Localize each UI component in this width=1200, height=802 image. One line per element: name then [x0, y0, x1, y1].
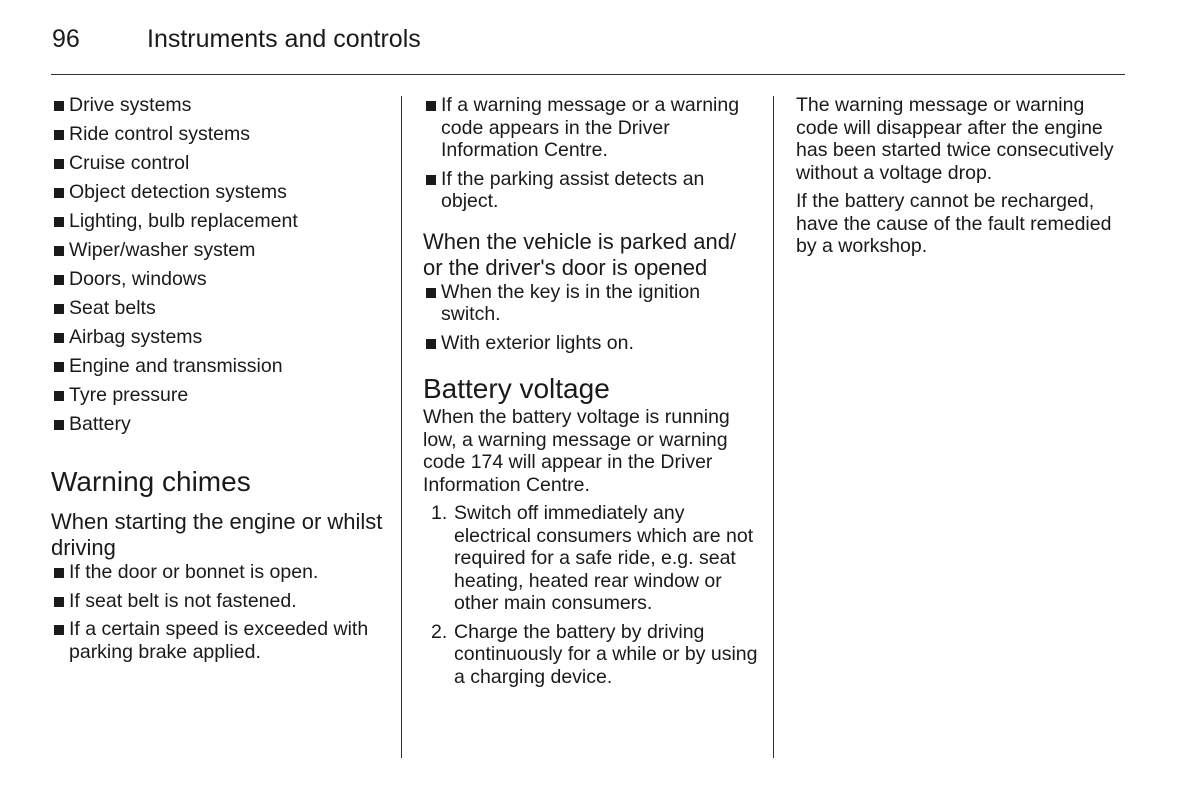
list-item [423, 281, 758, 326]
list-item [51, 152, 386, 181]
list-item-text: Wiper/washer system [69, 239, 256, 261]
step-number: 1. [431, 502, 448, 524]
column-divider-1 [401, 96, 402, 758]
list-item-text: If seat belt is not fastened. [69, 589, 297, 612]
bullet-icon [54, 625, 64, 635]
list-item-text: Drive systems [69, 94, 192, 116]
subheading-starting-engine: When starting the engine or whilst driving [51, 509, 383, 560]
voltage-message-paragraph: The warning message or warning code will disappear after the engine has been started twice consecutively without a voltage drop. [796, 94, 1114, 184]
bullet-icon [54, 333, 64, 343]
list-item [423, 168, 758, 213]
subheading-vehicle-parked: When the vehicle is parked and/ or the driver's door is opened [423, 228, 737, 280]
list-item [51, 94, 386, 123]
list-item-text: If a certain speed is exceeded with parking brake applied. [69, 618, 369, 663]
bullet-icon [54, 188, 64, 198]
numbered-step [423, 502, 758, 615]
list-item [51, 123, 386, 152]
bullet-icon [54, 420, 64, 430]
list-item [51, 239, 386, 268]
list-item [51, 590, 386, 613]
list-item [51, 326, 386, 355]
heading-warning-chimes: Warning chimes [51, 466, 251, 497]
section-title: Instruments and controls [147, 25, 421, 53]
list-item-text: Seat belts [69, 297, 156, 319]
numbered-steps [423, 502, 758, 688]
bullet-list [423, 281, 758, 355]
step-text: Switch off immediately any electrical consumers which are not required for a safe ride, e.g. seat heating, heated rear window or other main consumers. [454, 502, 754, 614]
bullet-icon [426, 288, 436, 298]
list-item-text: Cruise control [69, 152, 190, 174]
list-item-text: Tyre pressure [69, 384, 189, 406]
battery-intro-paragraph: When the battery voltage is running low, a warning message or warning code 174 will appear in the Driver Information Centre. [423, 406, 730, 496]
numbered-step [423, 621, 758, 689]
list-item-text: Engine and transmission [69, 355, 283, 377]
list-item [51, 355, 386, 384]
bullet-icon [54, 275, 64, 285]
list-item-text: If the parking assist detects an object. [441, 167, 705, 212]
list-item [423, 332, 758, 355]
bullet-icon [426, 339, 436, 349]
list-item [51, 181, 386, 210]
bullet-icon [54, 217, 64, 227]
list-item-text: Doors, windows [69, 268, 207, 290]
bullet-list [51, 561, 386, 663]
list-item [51, 413, 386, 442]
list-item-text: If the door or bonnet is open. [69, 561, 319, 583]
bullet-icon [426, 101, 436, 111]
bullet-icon [426, 175, 436, 185]
list-item [51, 384, 386, 413]
bullet-list [423, 94, 758, 213]
page-number: 96 [52, 25, 80, 53]
list-item-text: With exterior lights on. [441, 331, 634, 354]
column-right [796, 94, 1131, 258]
column-left [51, 94, 386, 669]
heading-battery-voltage: Battery voltage [423, 373, 610, 404]
bullet-icon [54, 304, 64, 314]
recharge-paragraph: If the battery cannot be recharged, have the cause of the fault remedied by a workshop. [796, 190, 1112, 257]
topic-list [51, 94, 386, 442]
bullet-icon [54, 101, 64, 111]
list-item [51, 561, 386, 584]
header-divider [51, 74, 1125, 75]
list-item-text: Airbag systems [69, 326, 203, 348]
column-middle [423, 94, 758, 694]
list-item [51, 297, 386, 326]
list-item [51, 268, 386, 297]
bullet-icon [54, 246, 64, 256]
bullet-icon [54, 597, 64, 607]
list-item-text: When the key is in the ignition switch. [441, 280, 701, 325]
list-item-text: Ride control systems [69, 123, 250, 145]
list-item [51, 618, 386, 663]
bullet-icon [54, 130, 64, 140]
list-item [423, 94, 758, 162]
list-item [51, 210, 386, 239]
bullet-icon [54, 159, 64, 169]
list-item-text: If a warning message or a warning code appears in the Driver Information Centre. [441, 94, 740, 161]
step-text: Charge the battery by driving continuously for a while or by using a charging device. [454, 620, 758, 688]
list-item-text: Object detection systems [69, 181, 287, 203]
column-divider-2 [773, 96, 774, 758]
list-item-text: Lighting, bulb replacement [69, 210, 298, 232]
bullet-icon [54, 391, 64, 401]
list-item-text: Battery [69, 413, 131, 435]
bullet-icon [54, 362, 64, 372]
step-number: 2. [431, 620, 448, 643]
bullet-icon [54, 568, 64, 578]
